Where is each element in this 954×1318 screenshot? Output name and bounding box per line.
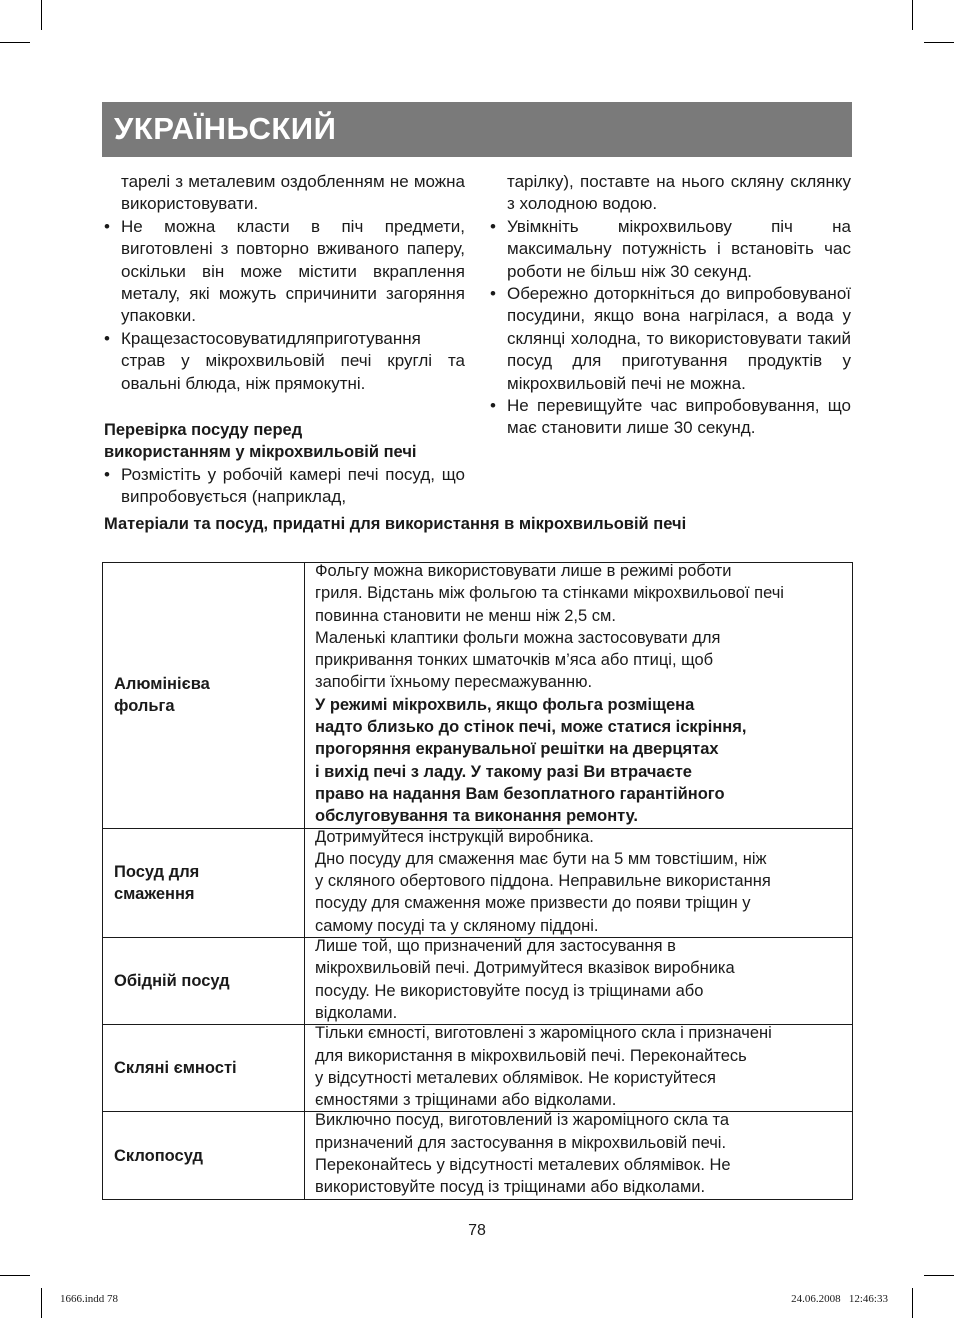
table-row [103, 1025, 853, 1112]
material-description-cell [305, 828, 853, 937]
material-name-line: фольга [114, 697, 175, 716]
footer-datetime: 24.06.2008 12:46:33 [791, 1293, 888, 1305]
description-line: посуду. Не використовуйте посуд із тріщинами або [315, 981, 704, 1000]
description-line: відколами. [315, 1003, 398, 1022]
bullet-item [490, 216, 851, 283]
warning-line: і вихід печі з ладу. У такому разі Ви втрачаєте [315, 762, 692, 781]
crop-mark [41, 1288, 42, 1318]
warning-line: обслуговування та виконання ремонту. [315, 807, 638, 826]
material-name-cell [103, 563, 305, 829]
materials-table [102, 562, 853, 1200]
subheading-line: Перевірка посуду перед [104, 421, 303, 440]
table-row [103, 828, 853, 937]
material-name-line: Алюмінієва [114, 675, 210, 694]
material-name-cell [103, 938, 305, 1025]
material-name-line: Скляні ємності [114, 1059, 237, 1078]
description-line: призначений для застосування в мікрохвильовій печі. [315, 1133, 727, 1152]
description-line: повинна становити не менш ніж 2,5 см. [315, 606, 616, 625]
material-name-line: Склопосуд [114, 1146, 203, 1165]
crop-mark [912, 0, 913, 30]
bullet-item [104, 328, 465, 395]
crop-mark [912, 1288, 913, 1318]
bullet-text: Увімкніть мікрохвильову піч на максимальну потужність і встановіть час роботи не більш ніж 30 секунд. [507, 216, 851, 281]
bullet-text: Не перевищуйте час випробовування, що має становити лише 30 секунд. [507, 396, 851, 438]
bullet-dot: • [490, 216, 496, 236]
warning-line: надто близько до стінок печі, може статися іскріння, [315, 718, 747, 737]
warning-line: прогоряння екранувальної решітки на дверцятах [315, 740, 719, 759]
warning-line: право на надання Вам безоплатного гарантійного [315, 784, 725, 803]
material-name-cell [103, 1112, 305, 1199]
section-title: Матеріали та посуд, придатні для використання в мікрохвильовій печі [104, 515, 687, 533]
description-line: використовуйте посуд із тріщинами або відколами. [315, 1178, 706, 1197]
warning-line: У режимі мікрохвиль, якщо фольга розміщена [315, 695, 695, 714]
table-row [103, 563, 853, 829]
description-line: мікрохвильовій печі. Дотримуйтеся вказівок виробника [315, 959, 735, 978]
bullet-dot: • [104, 328, 110, 348]
description-line: у відсутності металевих облямівок. Не користуйтеся [315, 1068, 716, 1087]
crop-mark [0, 1275, 30, 1276]
description-line: Лише той, що призначений для застосування в [315, 937, 676, 956]
bullet-dot: • [104, 464, 110, 484]
right-column [490, 171, 851, 440]
bullet-text: Обережно доторкніться до випробовуваної посудини, якщо вона нагрілася, а вода у склянці холодна, то використовувати такий посуд для приготування продуктів у мікрохвильовій печі не можна. [507, 284, 851, 393]
crop-mark [924, 1275, 954, 1276]
page-number: 78 [468, 1222, 486, 1239]
description-line: Тільки ємності, виготовлені з жароміцного скла і призначені [315, 1024, 772, 1043]
description-line: прикривання тонких шматочків м’яса або птиці, щоб [315, 651, 714, 670]
bullet-text: Не можна класти в піч предмети, виготовлені з повторно вживаного паперу, оскільки він може містити вкраплення металу, які можуть спричинити загоряння упаковки. [121, 216, 465, 326]
language-header-bar [102, 102, 852, 157]
material-name-cell [103, 828, 305, 937]
description-line: Дотримуйтеся інструкцій виробника. [315, 828, 594, 846]
material-name-cell [103, 1025, 305, 1112]
material-description-cell [305, 938, 853, 1025]
material-name-line: Посуд для [114, 862, 200, 881]
description-line: Дно посуду для смаження має бути на 5 мм товстішим, ніж [315, 849, 767, 868]
continued-paragraph: тарілку), поставте на нього скляну склянку з холодною водою. [507, 172, 851, 214]
description-line: гриля. Відстань між фольгою та стінками мікрохвильової печі [315, 584, 784, 603]
footer-file-info: 1666.indd 78 [60, 1293, 119, 1305]
subheading-line: використанням у мікрохвильовій печі [104, 443, 417, 462]
description-line: запобігти їхньому пересмажуванню. [315, 673, 593, 692]
material-name-line: смаження [114, 884, 195, 903]
description-line: Маленькі клаптики фольги можна застосовувати для [315, 628, 721, 647]
crop-mark [924, 42, 954, 43]
bullet-dot: • [104, 216, 110, 236]
description-line: у скляного обертового піддона. Неправильне використання [315, 872, 771, 891]
description-line: самому посуді та у скляному піддоні. [315, 916, 599, 935]
table-row [103, 1112, 853, 1199]
description-line: для використання в мікрохвильовій печі. Переконайтесь [315, 1046, 747, 1065]
material-description-cell [305, 563, 853, 829]
crop-mark [0, 42, 30, 43]
bullet-item [490, 283, 851, 395]
left-column [104, 171, 465, 509]
bullet-dot: • [490, 284, 496, 304]
bullet-item [490, 395, 851, 440]
material-description-cell [305, 1025, 853, 1112]
bullet-text: Розмістіть у робочій камері печі посуд, що випробовується (наприклад, [121, 464, 465, 507]
material-name-line: Обідній посуд [114, 972, 230, 991]
bullet-item [104, 464, 465, 509]
description-line: посуду для смаження може призвести до появи тріщин у [315, 894, 751, 913]
description-line: Виключно посуд, виготовлений із жароміцного скла та [315, 1111, 730, 1130]
crop-mark [41, 0, 42, 30]
table-row [103, 938, 853, 1025]
bullet-dot: • [490, 396, 496, 416]
description-line: Фольгу можна використовувати лише в режимі роботи [315, 562, 732, 580]
bullet-text: Кращезастосовуватидляприготування страв у мікрохвильовій печі круглі та овальні блюда, ніж прямокутні. [121, 328, 465, 393]
subheading [104, 419, 465, 464]
bullet-item [104, 216, 465, 328]
language-header-title: УКРАЇНЬСКИЙ [114, 111, 337, 146]
material-description-cell [305, 1112, 853, 1199]
description-line: ємностями з тріщинами або відколами. [315, 1091, 617, 1110]
continued-paragraph: тарелі з металевим оздобленням не можна використовувати. [121, 172, 465, 214]
description-line: Переконайтесь у відсутності металевих облямівок. Не [315, 1156, 731, 1175]
